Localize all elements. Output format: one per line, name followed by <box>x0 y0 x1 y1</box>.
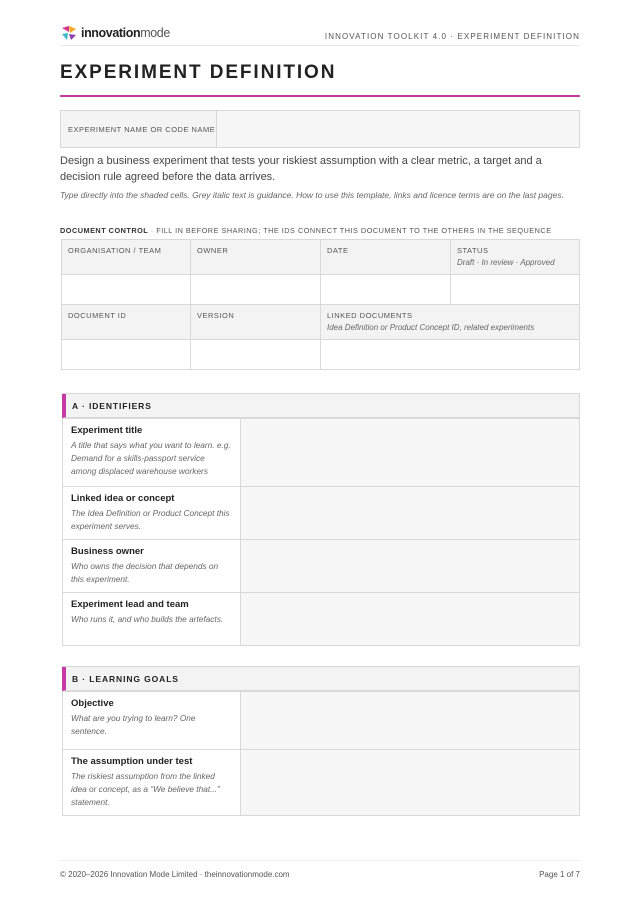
row-title: Business owner <box>71 546 144 557</box>
table-row <box>63 691 579 749</box>
table-row <box>63 418 579 486</box>
page-footer <box>60 860 580 882</box>
document-control-table <box>61 239 580 370</box>
section-b-heading: B · LEARNING GOALS <box>62 667 579 691</box>
dc-header-date: DATE <box>321 240 451 275</box>
date-input[interactable] <box>321 275 451 305</box>
document-id-input[interactable] <box>62 340 191 370</box>
row-title: The assumption under test <box>71 756 193 767</box>
page-number: Page 1 of 7 <box>539 870 580 879</box>
dc-header-status: STATUS Draft · In review · Approved <box>451 240 580 275</box>
dc-header-owner: OWNER <box>191 240 321 275</box>
table-row <box>63 539 579 592</box>
linked-documents-hint: Idea Definition or Product Concept ID, related experiments <box>327 323 535 332</box>
owner-input[interactable] <box>191 275 321 305</box>
brand-name: innovationmode <box>81 26 170 40</box>
status-input[interactable] <box>451 275 580 305</box>
row-title: Objective <box>71 698 114 709</box>
copyright-text: © 2020–2026 Innovation Mode Limited · theinnovationmode.com <box>60 870 290 879</box>
status-hint: Draft · In review · Approved <box>457 258 555 267</box>
row-guidance: Who runs it, and who builds the artefacts. <box>71 614 224 624</box>
document-control-label: DOCUMENT CONTROL · FILL IN BEFORE SHARING; THE IDS CONNECT THIS DOCUMENT TO THE OTHERS IN THE SEQUENCE <box>60 226 552 235</box>
dc-header-organisation: ORGANISATION / TEAM <box>62 240 191 275</box>
experiment-name-input[interactable] <box>217 111 579 147</box>
objective-input[interactable] <box>241 692 579 749</box>
logo-mark-icon <box>60 24 78 42</box>
page-header <box>60 24 580 46</box>
row-guidance: The riskiest assumption from the linked idea or concept, as a “We believe that...” statement. <box>71 771 220 808</box>
row-guidance: The Idea Definition or Product Concept this experiment serves. <box>71 508 230 532</box>
experiment-title-input[interactable] <box>241 419 579 486</box>
brand-logo <box>60 24 170 42</box>
table-row <box>63 592 579 645</box>
dc-header-linked-documents: LINKED DOCUMENTS Idea Definition or Product Concept ID, related experiments <box>321 305 580 340</box>
page-title: EXPERIMENT DEFINITION <box>60 62 337 83</box>
dc-header-version: VERSION <box>191 305 321 340</box>
experiment-name-field <box>60 110 580 148</box>
organisation-input[interactable] <box>62 275 191 305</box>
experiment-name-label: EXPERIMENT NAME OR CODE NAME <box>61 111 217 147</box>
experiment-lead-input[interactable] <box>241 593 579 645</box>
row-title: Experiment lead and team <box>71 599 189 610</box>
linked-documents-input[interactable] <box>321 340 580 370</box>
guidance-text: Type directly into the shaded cells. Grey italic text is guidance. How to use this template, links and licence terms are on the last pages. <box>60 190 564 200</box>
document-path: INNOVATION TOOLKIT 4.0 · EXPERIMENT DEFINITION <box>324 32 580 41</box>
intro-text: Design a business experiment that tests your riskiest assumption with a clear metric, a target and a decision rule agreed before the data arrives. <box>60 155 542 183</box>
assumption-input[interactable] <box>241 750 579 815</box>
version-input[interactable] <box>191 340 321 370</box>
section-identifiers <box>62 393 580 646</box>
row-guidance: A title that says what you want to learn. e.g. Demand for a skills-passport service among displaced warehouse workers <box>71 440 231 477</box>
dc-header-document-id: DOCUMENT ID <box>62 305 191 340</box>
title-divider <box>60 95 580 97</box>
linked-idea-input[interactable] <box>241 487 579 539</box>
table-row <box>63 749 579 815</box>
section-learning-goals <box>62 666 580 816</box>
row-title: Linked idea or concept <box>71 493 175 504</box>
row-guidance: What are you trying to learn? One sentence. <box>71 713 196 737</box>
table-row <box>63 486 579 539</box>
section-a-heading: A · IDENTIFIERS <box>62 394 579 418</box>
row-guidance: Who owns the decision that depends on this experiment. <box>71 561 219 585</box>
row-title: Experiment title <box>71 425 143 436</box>
business-owner-input[interactable] <box>241 540 579 592</box>
